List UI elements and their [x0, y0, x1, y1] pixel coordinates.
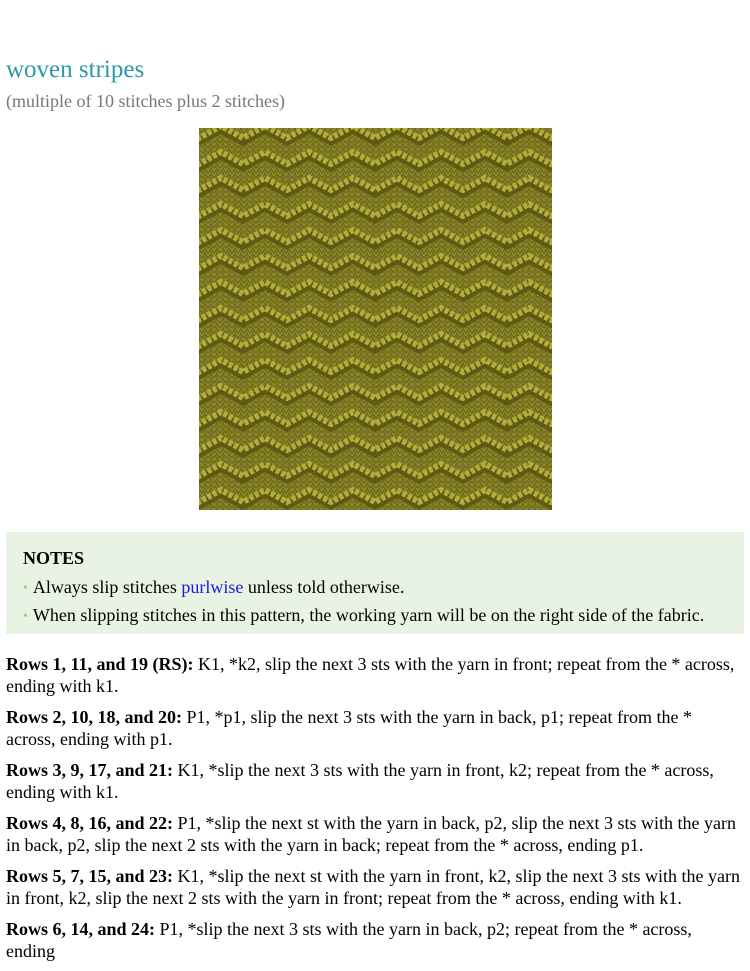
- notes-list: [23, 574, 704, 630]
- bullet-icon: •: [23, 581, 28, 596]
- row-instruction: [6, 759, 744, 803]
- notes-item: [23, 602, 704, 630]
- pattern-title: woven stripes: [6, 56, 145, 83]
- row-text: P1, *slip the next 3 sts with the yarn in back, p2; repeat from the * across, ending: [6, 919, 692, 961]
- row-text: K1, *k2, slip the next 3 sts with the yarn in front; repeat from the * across, ending with k1.: [6, 654, 735, 696]
- row-instructions: [6, 653, 744, 971]
- notes-item-text: Always slip stitches: [32, 577, 182, 597]
- row-label: Rows 2, 10, 18, and 20:: [6, 707, 183, 727]
- row-instruction: [6, 812, 744, 856]
- pattern-subtitle: (multiple of 10 stitches plus 2 stitches): [6, 91, 285, 111]
- row-label: Rows 3, 9, 17, and 21:: [6, 760, 174, 780]
- notes-box: [6, 532, 744, 634]
- row-text: K1, *slip the next st with the yarn in front, k2, slip the next 3 sts with the yarn in front, k2, slip the next 2 sts with the yarn in front; repeat from the * across, ending with k1.: [6, 866, 740, 908]
- notes-item: [23, 574, 704, 602]
- purlwise-link[interactable]: purlwise: [181, 577, 244, 597]
- knit-swatch-image: [199, 128, 552, 510]
- row-instruction: [6, 653, 744, 697]
- row-instruction: [6, 706, 744, 750]
- row-text: P1, *slip the next st with the yarn in back, p2, slip the next 3 sts with the yarn in back, p2, slip the next 2 sts with the yarn in back; repeat from the * across, ending p1.: [6, 813, 736, 855]
- row-instruction: [6, 865, 744, 909]
- row-label: Rows 5, 7, 15, and 23:: [6, 866, 174, 886]
- row-text: P1, *p1, slip the next 3 sts with the yarn in back, p1; repeat from the * across, ending with p1.: [6, 707, 692, 749]
- notes-item-text: unless told otherwise.: [243, 577, 405, 597]
- row-label: Rows 4, 8, 16, and 22:: [6, 813, 174, 833]
- notes-item-text: When slipping stitches in this pattern, the working yarn will be on the right side of the fabric.: [32, 605, 705, 625]
- row-instruction: [6, 918, 744, 962]
- row-text: K1, *slip the next 3 sts with the yarn in front, k2; repeat from the * across, ending with k1.: [6, 760, 714, 802]
- bullet-icon: •: [23, 609, 28, 624]
- row-label: Rows 6, 14, and 24:: [6, 919, 156, 939]
- notes-heading: NOTES: [23, 548, 85, 568]
- row-label: Rows 1, 11, and 19 (RS):: [6, 654, 194, 674]
